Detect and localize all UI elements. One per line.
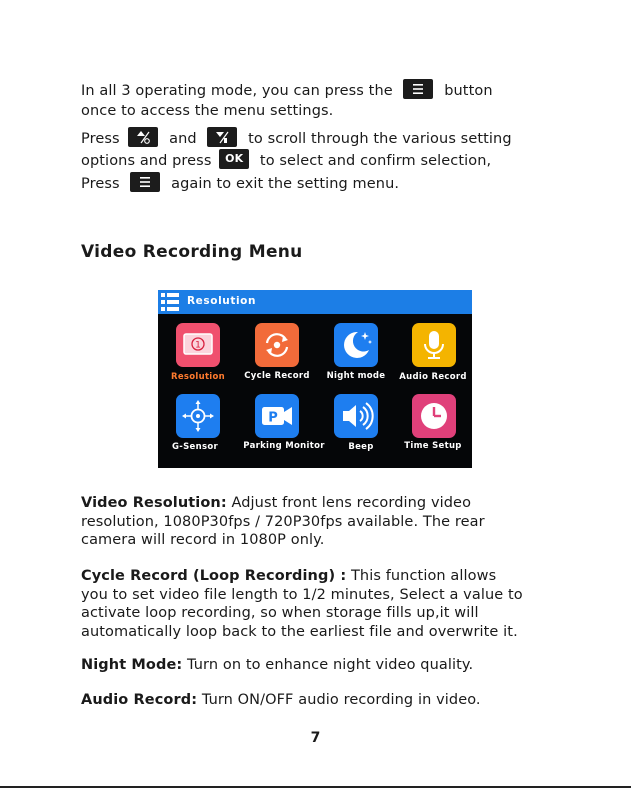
intro-line-4: options and press OK to select and confirm selection, — [81, 151, 491, 171]
label-parking-monitor: Parking Monitor — [243, 441, 325, 451]
clock-icon — [412, 394, 456, 438]
g-sensor-tile[interactable] — [176, 394, 220, 438]
g-sensor-icon — [176, 394, 220, 438]
night-mode-title: Night Mode: — [81, 657, 183, 673]
menu-title: Resolution — [187, 295, 257, 307]
cycle-record-title: Cycle Record (Loop Recording) : — [81, 568, 347, 584]
night-mode-paragraph: Night Mode: Turn on to enhance night video quality. — [81, 657, 474, 673]
menu-grid-icon — [161, 293, 179, 311]
resolution-title: Video Resolution: — [81, 495, 227, 511]
cycle-record-icon — [255, 323, 299, 367]
svg-text:1: 1 — [195, 340, 201, 351]
beep-tile[interactable] — [334, 394, 378, 438]
ok-key: OK — [219, 149, 249, 169]
label-audio-record: Audio Record — [399, 372, 467, 382]
intro-line-1: In all 3 operating mode, you can press the button — [81, 81, 493, 101]
resolution-paragraph: Video Resolution: Adjust front lens recording video resolution, 1080P30fps / 720P30fps available. The rear camera will record in 1080P only. — [81, 495, 485, 548]
resolution-icon — [176, 323, 220, 367]
microphone-icon — [412, 323, 456, 367]
cycle-record-paragraph: Cycle Record (Loop Recording) : This function allows you to set video file length to 1/2 minutes, Select a value to activate loop recording, so when storage fills up,it will automatically loop back to the earliest file and overwrite it. — [81, 568, 523, 640]
intro-line-5: Press again to exit the setting menu. — [81, 174, 399, 194]
label-time-setup: Time Setup — [404, 441, 462, 451]
section-heading: Video Recording Menu — [81, 242, 303, 262]
menu-key-icon — [403, 79, 433, 99]
svg-text:P: P — [268, 410, 278, 426]
label-night-mode: Night mode — [326, 371, 386, 381]
intro-line-2: once to access the menu settings. — [81, 103, 334, 119]
up-key-icon — [128, 127, 158, 147]
menu-title-bar — [158, 290, 472, 314]
audio-record-title: Audio Record: — [81, 692, 198, 708]
page-number: 7 — [310, 730, 321, 746]
audio-record-paragraph: Audio Record: Turn ON/OFF audio recording in video. — [81, 692, 481, 708]
down-key-icon — [207, 127, 237, 147]
night-mode-icon — [334, 323, 378, 367]
device-menu-screen — [158, 290, 472, 468]
time-setup-tile[interactable] — [412, 394, 456, 438]
speaker-icon — [334, 394, 378, 438]
menu-key-icon — [130, 172, 160, 192]
resolution-tile[interactable] — [176, 323, 220, 367]
label-beep: Beep — [348, 442, 374, 452]
intro-line-3: Press and to scroll through the various setting — [81, 129, 512, 149]
night-mode-tile[interactable] — [334, 323, 378, 367]
label-g-sensor: G-Sensor — [172, 442, 218, 452]
label-cycle-record: Cycle Record — [244, 371, 310, 381]
parking-monitor-tile[interactable] — [255, 394, 299, 438]
label-resolution: Resolution — [170, 372, 226, 382]
cycle-record-tile[interactable] — [255, 323, 299, 367]
parking-monitor-icon — [255, 394, 299, 438]
audio-record-tile[interactable] — [412, 323, 456, 367]
